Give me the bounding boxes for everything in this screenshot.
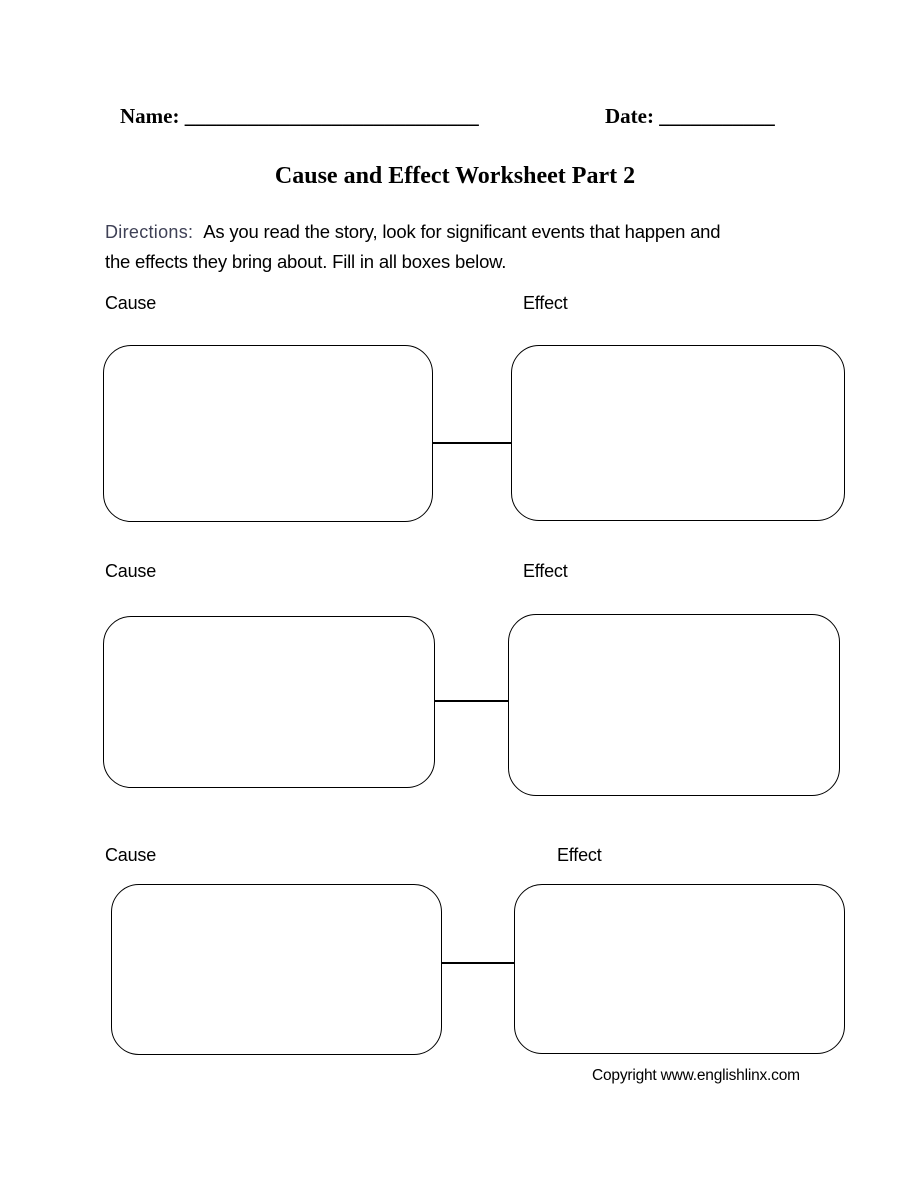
- directions-label: Directions:: [105, 222, 194, 242]
- effect-box-2[interactable]: [508, 614, 840, 796]
- effect-box-3[interactable]: [514, 884, 845, 1054]
- cause-label-1: Cause: [105, 293, 157, 313]
- directions-text-line2: the effects they bring about. Fill in all boxes below.: [105, 251, 507, 272]
- cause-box-3[interactable]: [111, 884, 442, 1055]
- name-label: Name:: [120, 104, 180, 128]
- effect-box-1[interactable]: [511, 345, 845, 521]
- date-field: [605, 104, 775, 129]
- cause-label-2: Cause: [105, 561, 157, 581]
- effect-label-2: Effect: [523, 561, 568, 581]
- directions-text-line1: As you read the story, look for significant events that happen and: [203, 221, 721, 242]
- connector-line-1: [433, 442, 511, 444]
- copyright-text: Copyright www.englishlinx.com: [592, 1067, 800, 1084]
- cause-label-3: Cause: [105, 845, 157, 865]
- date-label: Date:: [605, 104, 654, 128]
- page-title: Cause and Effect Worksheet Part 2: [274, 163, 636, 189]
- cause-box-2[interactable]: [103, 616, 435, 788]
- effect-label-1: Effect: [523, 293, 568, 313]
- name-field: [120, 104, 479, 129]
- name-blank-line[interactable]: ____________________________: [184, 104, 479, 128]
- connector-line-2: [435, 700, 508, 702]
- date-blank-line[interactable]: ___________: [659, 104, 775, 128]
- connector-line-3: [442, 962, 514, 964]
- effect-label-3: Effect: [557, 845, 602, 865]
- cause-box-1[interactable]: [103, 345, 433, 522]
- directions-paragraph: [105, 217, 805, 276]
